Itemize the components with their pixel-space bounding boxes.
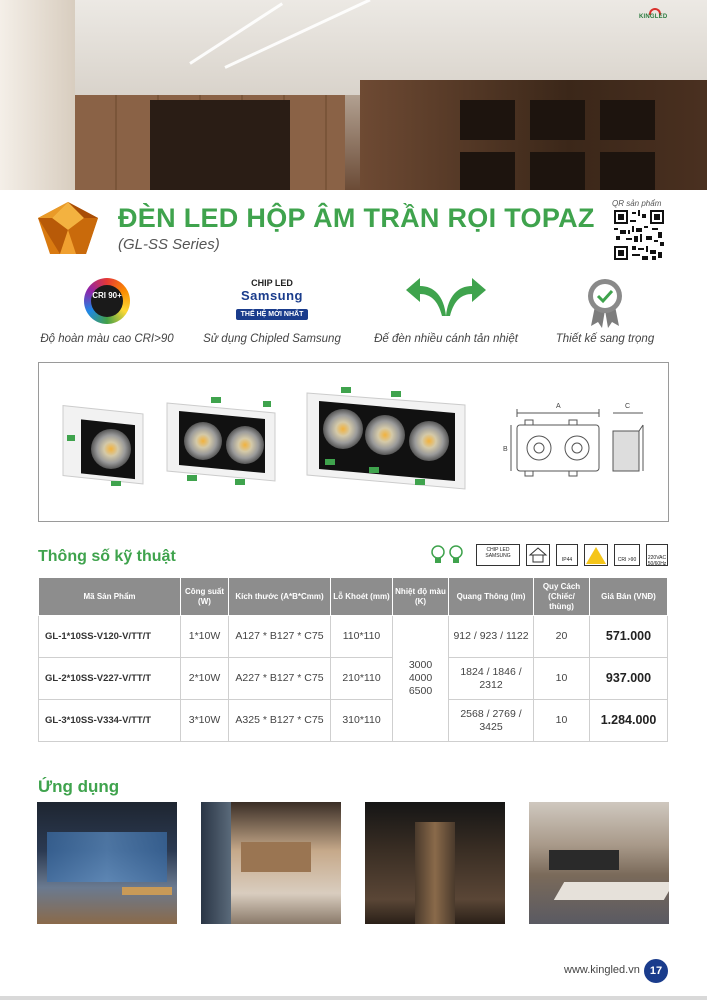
table-row bbox=[39, 616, 668, 658]
page-number: 17 bbox=[644, 959, 668, 983]
table-row bbox=[39, 700, 668, 742]
footer-divider bbox=[0, 996, 707, 1000]
qr-code[interactable] bbox=[614, 210, 664, 260]
hero-photo bbox=[0, 0, 707, 190]
table-row bbox=[39, 658, 668, 700]
brand-logo: KINGLED bbox=[639, 8, 671, 22]
cell-cutout: 310*110 bbox=[331, 700, 393, 742]
samsung-chip-icon: CHIP LED Samsung THẾ HỆ MỚI NHẤT bbox=[231, 278, 313, 324]
col-header-power: Công suất (W) bbox=[181, 578, 229, 616]
heat-fins-icon bbox=[406, 278, 486, 320]
spec-title: Thông số kỹ thuật bbox=[38, 548, 176, 565]
badge-samsung: CHIP LED SAMSUNG bbox=[476, 544, 520, 566]
beam-angle-icon bbox=[584, 544, 608, 566]
col-header-code: Mã Sản Phẩm bbox=[39, 578, 181, 616]
cell-power: 3*10W bbox=[181, 700, 229, 742]
badge-voltage: 220VAC 50/60Hz bbox=[646, 544, 668, 566]
cell-color-temp: 3000 4000 6500 bbox=[393, 616, 449, 742]
product-1-head bbox=[63, 406, 143, 486]
page-title: ĐÈN LED HỘP ÂM TRẦN RỌI TOPAZ bbox=[118, 203, 595, 233]
house-icon bbox=[526, 544, 550, 566]
cell-pack: 10 bbox=[534, 700, 590, 742]
application-photo-corridor bbox=[365, 802, 505, 924]
cell-power: 2*10W bbox=[181, 658, 229, 700]
col-header-pack: Quy Cách (Chiếc/ thùng) bbox=[534, 578, 590, 616]
badge-ip44: IP44 bbox=[556, 544, 578, 566]
cell-code: GL-3*10SS-V334-V/TT/T bbox=[39, 700, 181, 742]
cell-pack: 20 bbox=[534, 616, 590, 658]
cell-cutout: 110*110 bbox=[331, 616, 393, 658]
dimension-drawing bbox=[511, 409, 643, 476]
badge-cri: CRI >90 bbox=[614, 544, 640, 566]
cri-icon: CRI 90+ bbox=[84, 278, 130, 324]
dim-label-a: A bbox=[556, 403, 561, 410]
product-3-head bbox=[307, 387, 465, 489]
col-header-color-temp: Nhiệt độ màu (K) bbox=[393, 578, 449, 616]
qr-label: QR sản phẩm bbox=[612, 199, 662, 208]
series-subtitle: (GL-SS Series) bbox=[118, 236, 220, 253]
cell-lumen: 1824 / 1846 / 2312 bbox=[449, 658, 534, 700]
application-photo-meeting-room bbox=[529, 802, 669, 924]
cell-size: A325 * B127 * C75 bbox=[229, 700, 331, 742]
cell-code: GL-2*10SS-V227-V/TT/T bbox=[39, 658, 181, 700]
feature-samsung-chip: CHIP LED Samsung THẾ HỆ MỚI NHẤT Sử dụng Chipled Samsung bbox=[203, 278, 341, 345]
cell-lumen: 912 / 923 / 1122 bbox=[449, 616, 534, 658]
col-header-cutout: Lỗ Khoét (mm) bbox=[331, 578, 393, 616]
cell-size: A227 * B127 * C75 bbox=[229, 658, 331, 700]
website-link[interactable]: www.kingled.vn bbox=[564, 964, 640, 976]
table-header-row bbox=[39, 578, 668, 616]
application-title: Ứng dụng bbox=[38, 777, 120, 796]
cell-price: 1.284.000 bbox=[590, 700, 668, 742]
dim-label-b: B bbox=[503, 446, 508, 453]
feature-cri: CRI 90+ Độ hoàn màu cao CRI>90 bbox=[27, 278, 187, 350]
hero-doorway bbox=[150, 100, 290, 190]
cell-power: 1*10W bbox=[181, 616, 229, 658]
cell-pack: 10 bbox=[534, 658, 590, 700]
product-2-head bbox=[167, 397, 275, 485]
quality-badge-icon bbox=[585, 278, 625, 328]
col-header-size: Kích thước (A*B*Cmm) bbox=[229, 578, 331, 616]
product-image-panel bbox=[38, 362, 669, 522]
col-header-lumen: Quang Thông (lm) bbox=[449, 578, 534, 616]
feature-design: Thiết kế sang trọng bbox=[525, 278, 685, 350]
hero-shelves bbox=[360, 80, 707, 190]
feature-heat-fins: Đế đèn nhiều cánh tản nhiệt bbox=[366, 278, 526, 350]
cell-code: GL-1*10SS-V120-V/TT/T bbox=[39, 616, 181, 658]
col-header-price: Giá Bán (VNĐ) bbox=[590, 578, 668, 616]
topaz-gem-icon bbox=[36, 200, 100, 258]
hero-wall bbox=[0, 0, 75, 190]
cell-price: 937.000 bbox=[590, 658, 668, 700]
cell-lumen: 2568 / 2769 / 3425 bbox=[449, 700, 534, 742]
cell-price: 571.000 bbox=[590, 616, 668, 658]
application-photo-lobby bbox=[201, 802, 341, 924]
dim-label-c: C bbox=[625, 403, 631, 410]
product-illustration bbox=[39, 363, 668, 521]
cell-size: A127 * B127 * C75 bbox=[229, 616, 331, 658]
cell-cutout: 210*110 bbox=[331, 658, 393, 700]
application-photo-office bbox=[37, 802, 177, 924]
bulb-icon bbox=[430, 544, 466, 566]
spec-table bbox=[38, 577, 668, 742]
